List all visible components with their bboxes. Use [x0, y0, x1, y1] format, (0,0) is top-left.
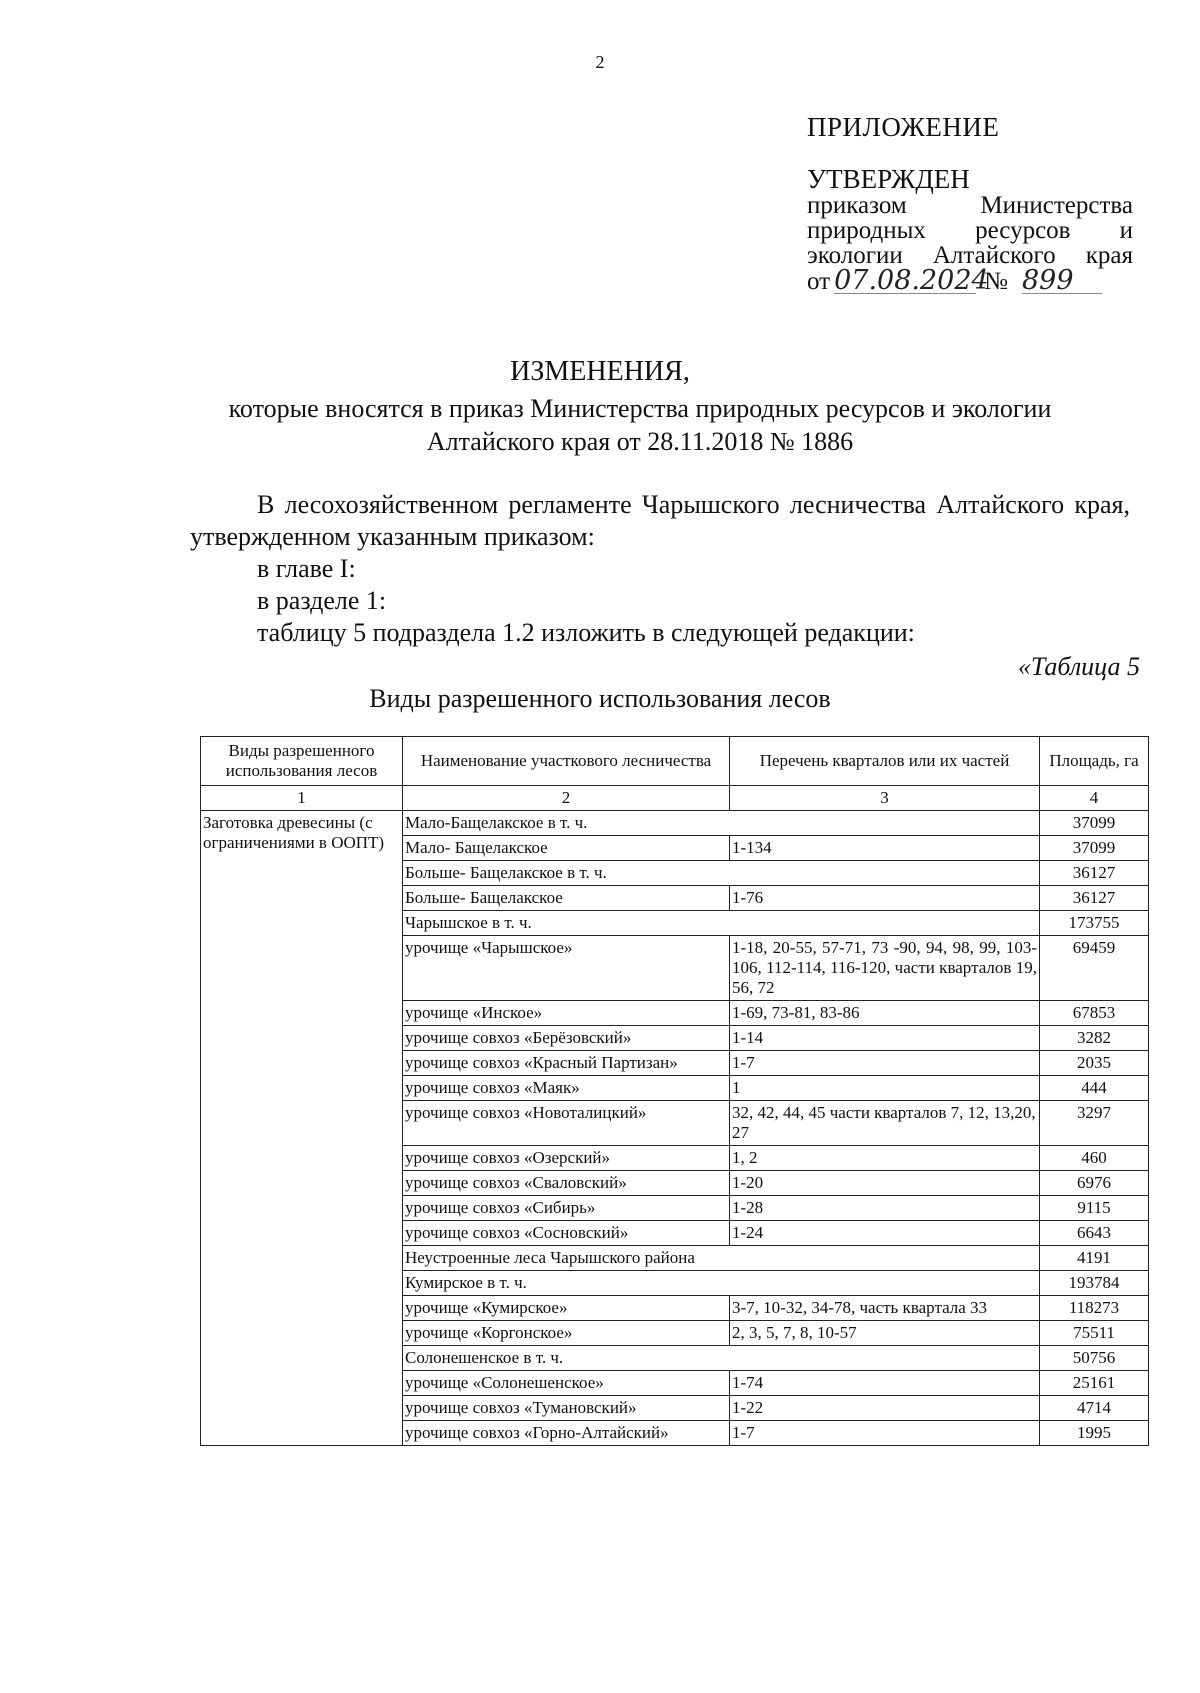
area-value: 460 — [1040, 1146, 1149, 1171]
quarters-value: 1-69, 73-81, 83-86 — [730, 1001, 1040, 1026]
area-value: 2035 — [1040, 1051, 1149, 1076]
forestry-name: урочище совхоз «Маяк» — [403, 1076, 730, 1101]
approval-line-3: экологии Алтайского края — [807, 242, 1133, 269]
quarters-value: 1-7 — [730, 1051, 1040, 1076]
quarters-value: 1, 2 — [730, 1146, 1040, 1171]
forest-use-table — [200, 736, 1149, 1446]
header-use-type: Виды разрешенного использования лесов — [201, 737, 403, 786]
quarters-value: 1-20 — [730, 1171, 1040, 1196]
area-value: 6976 — [1040, 1171, 1149, 1196]
quarters-value: 1 — [730, 1076, 1040, 1101]
page-number: 2 — [595, 52, 605, 72]
table-number-label: «Таблица 5 — [1017, 652, 1140, 681]
area-value: 173755 — [1040, 911, 1149, 936]
forestry-name: Неустроенные леса Чарышского района — [403, 1246, 1040, 1271]
header-quarters: Перечень кварталов или их частей — [730, 737, 1040, 786]
forestry-name: урочище совхоз «Сосновский» — [403, 1221, 730, 1246]
area-value: 6643 — [1040, 1221, 1149, 1246]
quarters-value: 1-22 — [730, 1396, 1040, 1421]
intro-paragraph: В лесохозяйственном регламенте Чарышского лесничества Алтайского края, утвержденном указанным приказом: — [190, 490, 1130, 551]
area-value: 118273 — [1040, 1296, 1149, 1321]
area-value: 3282 — [1040, 1026, 1149, 1051]
area-value: 67853 — [1040, 1001, 1149, 1026]
table-instruction-line: таблицу 5 подраздела 1.2 изложить в следующей редакции: — [257, 618, 915, 647]
area-value: 4191 — [1040, 1246, 1149, 1271]
table-header-row — [201, 737, 1149, 786]
table-row — [201, 811, 1149, 836]
use-type-cell: Заготовка древесины (с ограничениями в ООПТ) — [201, 811, 403, 1446]
handwritten-date: 07.08.2024 — [834, 265, 989, 296]
area-value: 4714 — [1040, 1396, 1149, 1421]
forestry-name: урочище совхоз «Красный Партизан» — [403, 1051, 730, 1076]
forestry-name: урочище совхоз «Сибирь» — [403, 1196, 730, 1221]
area-value: 36127 — [1040, 861, 1149, 886]
forestry-name: Больше- Бащелакское в т. ч. — [403, 861, 1040, 886]
subtitle-line-2: Алтайского края от 28.11.2018 № 1886 — [426, 427, 854, 456]
area-value: 3297 — [1040, 1101, 1149, 1146]
forestry-name: урочище совхоз «Горно-Алтайский» — [403, 1421, 730, 1446]
area-value: 9115 — [1040, 1196, 1149, 1221]
body-text — [190, 489, 1130, 649]
approval-line-2: природных ресурсов и — [807, 217, 1133, 244]
forestry-name: урочище «Кумирское» — [403, 1296, 730, 1321]
quarters-value: 1-134 — [730, 836, 1040, 861]
area-value: 37099 — [1040, 836, 1149, 861]
number-sign: № — [984, 268, 1008, 295]
quarters-value: 1-28 — [730, 1196, 1040, 1221]
forestry-name: урочище совхоз «Берёзовский» — [403, 1026, 730, 1051]
forestry-name: урочище совхоз «Озерский» — [403, 1146, 730, 1171]
quarters-value: 1-24 — [730, 1221, 1040, 1246]
chapter-line: в главе I: — [257, 554, 356, 583]
approval-line-1: приказом Министерства — [807, 192, 1133, 219]
col-number: 4 — [1040, 786, 1149, 811]
forestry-name: Больше- Бащелакское — [403, 886, 730, 911]
document-title: ИЗМЕНЕНИЯ, — [510, 356, 690, 387]
forestry-name: урочище «Коргонское» — [403, 1321, 730, 1346]
header-area: Площадь, га — [1040, 737, 1149, 786]
quarters-value: 2, 3, 5, 7, 8, 10-57 — [730, 1321, 1040, 1346]
forestry-name: урочище «Чарышское» — [403, 936, 730, 1001]
subtitle-line-1: которые вносятся в приказ Министерства природных ресурсов и экологии — [228, 394, 1052, 423]
table-caption: Виды разрешенного использования лесов — [369, 684, 831, 713]
quarters-value: 1-76 — [730, 886, 1040, 911]
quarters-value: 1-14 — [730, 1026, 1040, 1051]
area-value: 75511 — [1040, 1321, 1149, 1346]
forestry-name: Мало-Бащелакское в т. ч. — [403, 811, 1040, 836]
quarters-value: 1-7 — [730, 1421, 1040, 1446]
quarters-value: 1-18, 20-55, 57-71, 73 -90, 94, 98, 99, 103-106, 112-114, 116-120, части кварталов 19, 56, 72 — [730, 936, 1040, 1001]
table-column-number-row — [201, 786, 1149, 811]
area-value: 444 — [1040, 1076, 1149, 1101]
appendix-label: ПРИЛОЖЕНИЕ — [807, 112, 1000, 142]
date-prefix: от — [807, 268, 831, 295]
document-subtitle — [160, 392, 1120, 458]
header-forestry-name: Наименование участкового лесничества — [403, 737, 730, 786]
forestry-name: урочище совхоз «Сваловский» — [403, 1171, 730, 1196]
quarters-value: 1-74 — [730, 1371, 1040, 1396]
col-number: 1 — [201, 786, 403, 811]
approved-label: УТВЕРЖДЕН — [807, 164, 970, 194]
forestry-name: Мало- Бащелакское — [403, 836, 730, 861]
forestry-name: Солонешенское в т. ч. — [403, 1346, 1040, 1371]
quarters-value: 32, 42, 44, 45 части кварталов 7, 12, 13,20, 27 — [730, 1101, 1040, 1146]
approval-block — [807, 112, 1133, 294]
handwritten-order-number: 899 — [1022, 268, 1102, 294]
forestry-name: урочище совхоз «Новоталицкий» — [403, 1101, 730, 1146]
area-value: 37099 — [1040, 811, 1149, 836]
area-value: 1995 — [1040, 1421, 1149, 1446]
forestry-name: урочище «Инское» — [403, 1001, 730, 1026]
forestry-name: Чарышское в т. ч. — [403, 911, 1040, 936]
forestry-name: Кумирское в т. ч. — [403, 1271, 1040, 1296]
forestry-name: урочище «Солонешенское» — [403, 1371, 730, 1396]
area-value: 25161 — [1040, 1371, 1149, 1396]
area-value: 36127 — [1040, 886, 1149, 911]
area-value: 69459 — [1040, 936, 1149, 1001]
col-number: 2 — [403, 786, 730, 811]
quarters-value: 3-7, 10-32, 34-78, часть квартала 33 — [730, 1296, 1040, 1321]
area-value: 50756 — [1040, 1346, 1149, 1371]
forestry-name: урочище совхоз «Тумановский» — [403, 1396, 730, 1421]
approval-date-line — [807, 265, 1133, 296]
section-line: в разделе 1: — [257, 586, 387, 615]
col-number: 3 — [730, 786, 1040, 811]
area-value: 193784 — [1040, 1271, 1149, 1296]
